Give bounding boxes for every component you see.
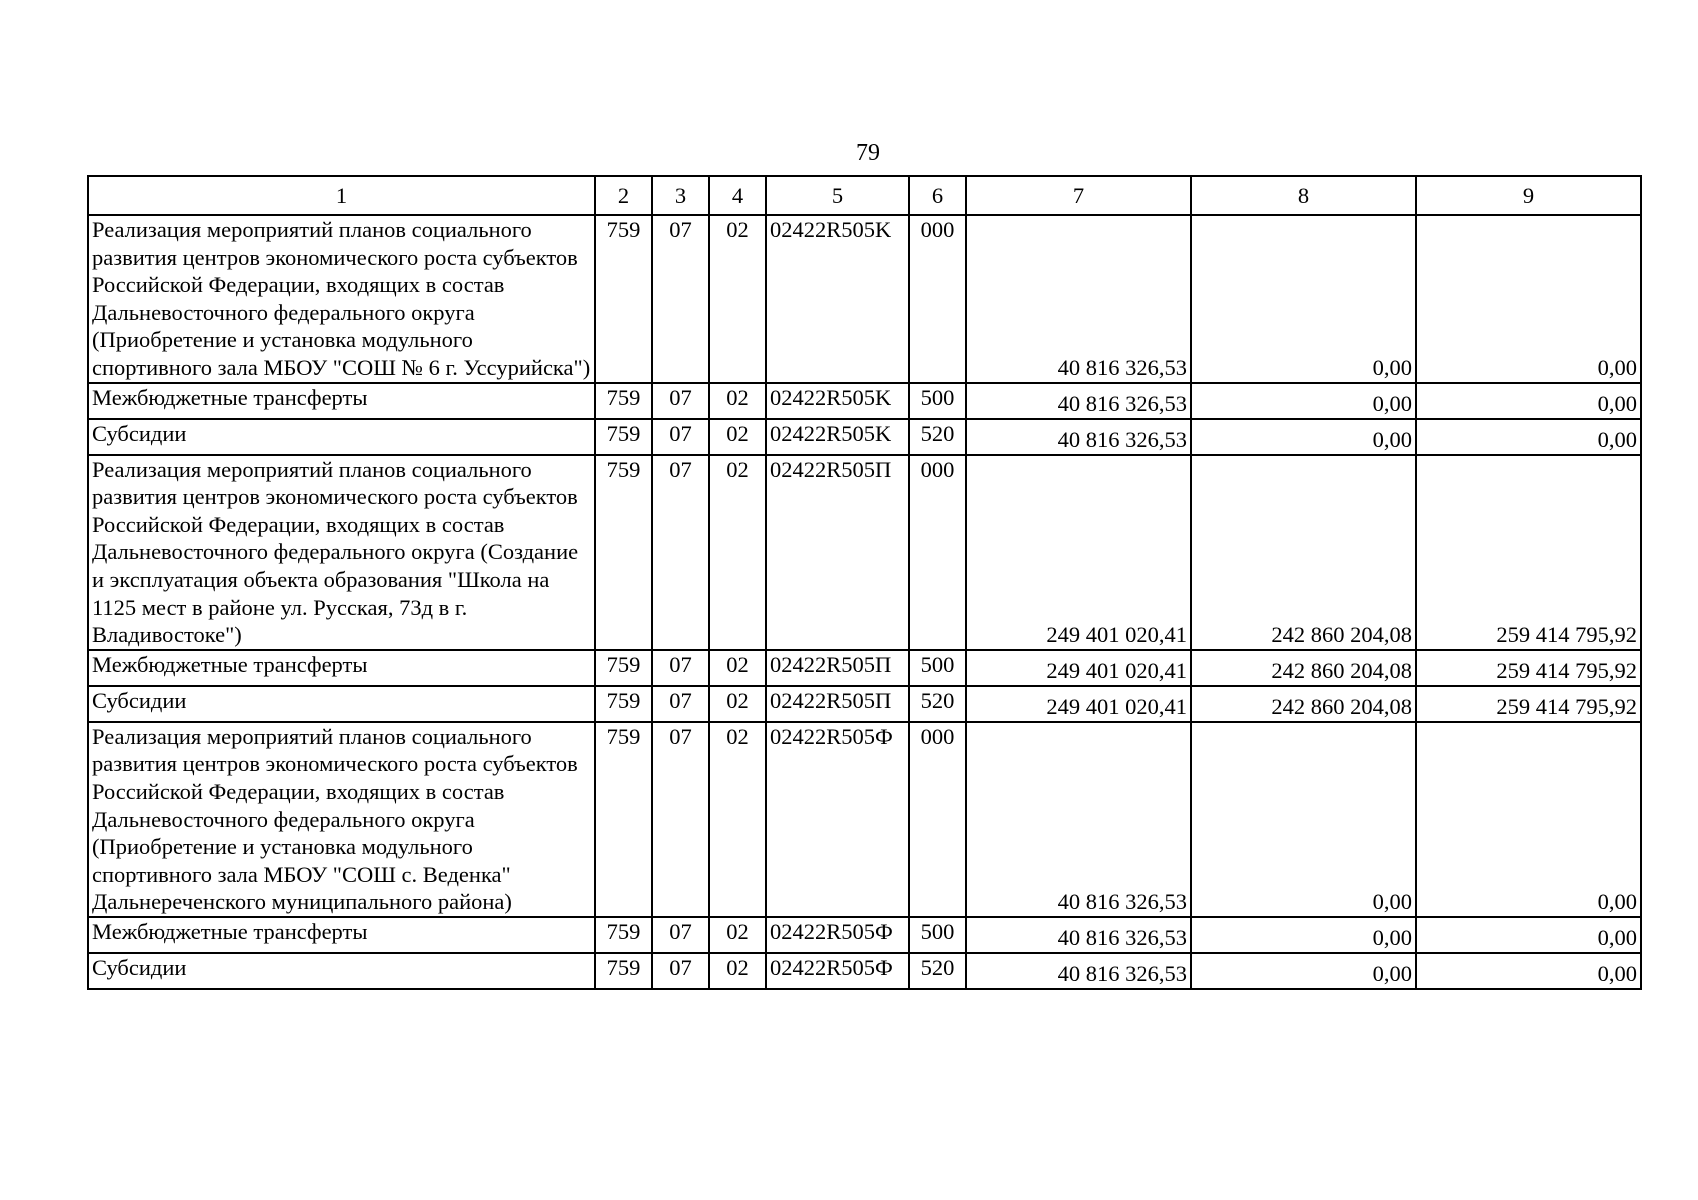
- section-code-cell: 07: [652, 650, 709, 686]
- ministry-code-cell: 759: [595, 419, 652, 455]
- amount-col8-cell: 0,00: [1191, 419, 1416, 455]
- amount-col9-cell: 259 414 795,92: [1416, 455, 1641, 650]
- target-article-cell: 02422R505П: [766, 686, 909, 722]
- page-number: 79: [856, 140, 880, 166]
- table-row: [88, 722, 1641, 917]
- section-code-cell: 07: [652, 419, 709, 455]
- header-cell: 7: [966, 176, 1191, 215]
- header-cell: 1: [88, 176, 595, 215]
- header-cell: 8: [1191, 176, 1416, 215]
- subsection-code-cell: 02: [709, 917, 766, 953]
- target-article-cell: 02422R505K: [766, 215, 909, 383]
- amount-col8-cell: 242 860 204,08: [1191, 650, 1416, 686]
- amount-col9-cell: 0,00: [1416, 419, 1641, 455]
- amount-col9-cell: 259 414 795,92: [1416, 650, 1641, 686]
- header-cell: 4: [709, 176, 766, 215]
- expense-name: Реализация мероприятий планов социального развития центров экономического роста субъектов Российской Федерации, входящих в состав Дальневосточного федерального округа (Приобретение и установка модульного спортивного зала МБОУ "СОШ с. Веденка" Дальнереченского муниципального района): [92, 723, 578, 915]
- amount-col7-cell: 249 401 020,41: [966, 686, 1191, 722]
- subsection-code-cell: 02: [709, 419, 766, 455]
- table-row: [88, 383, 1641, 419]
- expense-name-cell: Субсидии: [88, 686, 595, 722]
- amount-col7-cell: 40 816 326,53: [966, 722, 1191, 917]
- expense-type-cell: 000: [909, 215, 966, 383]
- amount-col7-cell: 40 816 326,53: [966, 953, 1191, 989]
- expense-type-cell: 000: [909, 722, 966, 917]
- header-cell: 2: [595, 176, 652, 215]
- subsection-code-cell: 02: [709, 686, 766, 722]
- ministry-code-cell: 759: [595, 917, 652, 953]
- expense-type-cell: 500: [909, 383, 966, 419]
- subsection-code-cell: 02: [709, 722, 766, 917]
- target-article-cell: 02422R505K: [766, 419, 909, 455]
- ministry-code-cell: 759: [595, 455, 652, 650]
- target-article-cell: 02422R505Ф: [766, 722, 909, 917]
- amount-col9-cell: 0,00: [1416, 917, 1641, 953]
- ministry-code-cell: 759: [595, 215, 652, 383]
- expense-type-cell: 500: [909, 917, 966, 953]
- expense-type-cell: 000: [909, 455, 966, 650]
- expense-name-cell: Субсидии: [88, 419, 595, 455]
- amount-col9-cell: 0,00: [1416, 215, 1641, 383]
- section-code-cell: 07: [652, 215, 709, 383]
- table-row: [88, 686, 1641, 722]
- section-code-cell: 07: [652, 917, 709, 953]
- amount-col7-cell: 40 816 326,53: [966, 383, 1191, 419]
- target-article-cell: 02422R505П: [766, 650, 909, 686]
- ministry-code-cell: 759: [595, 686, 652, 722]
- header-cell: 6: [909, 176, 966, 215]
- amount-col9-cell: 259 414 795,92: [1416, 686, 1641, 722]
- ministry-code-cell: 759: [595, 383, 652, 419]
- amount-col9-cell: 0,00: [1416, 722, 1641, 917]
- expense-name-cell: Межбюджетные трансферты: [88, 383, 595, 419]
- expense-type-cell: 520: [909, 686, 966, 722]
- amount-col8-cell: 0,00: [1191, 953, 1416, 989]
- subsection-code-cell: 02: [709, 215, 766, 383]
- header-cell: 9: [1416, 176, 1641, 215]
- expense-name-cell: Межбюджетные трансферты: [88, 917, 595, 953]
- amount-col7-cell: 249 401 020,41: [966, 650, 1191, 686]
- section-code-cell: 07: [652, 686, 709, 722]
- table-row: [88, 215, 1641, 383]
- expense-type-cell: 520: [909, 953, 966, 989]
- amount-col8-cell: 242 860 204,08: [1191, 686, 1416, 722]
- expense-name-cell: [88, 215, 595, 383]
- subsection-code-cell: 02: [709, 650, 766, 686]
- budget-table: [87, 175, 1642, 990]
- table-row: [88, 650, 1641, 686]
- section-code-cell: 07: [652, 455, 709, 650]
- expense-name-cell: [88, 455, 595, 650]
- expense-name-cell: Межбюджетные трансферты: [88, 650, 595, 686]
- section-code-cell: 07: [652, 953, 709, 989]
- header-row: [88, 176, 1641, 215]
- amount-col7-cell: 40 816 326,53: [966, 917, 1191, 953]
- table-row: [88, 953, 1641, 989]
- amount-col8-cell: 0,00: [1191, 722, 1416, 917]
- expense-type-cell: 500: [909, 650, 966, 686]
- expense-type-cell: 520: [909, 419, 966, 455]
- ministry-code-cell: 759: [595, 722, 652, 917]
- target-article-cell: 02422R505K: [766, 383, 909, 419]
- table-row: [88, 917, 1641, 953]
- target-article-cell: 02422R505Ф: [766, 917, 909, 953]
- amount-col7-cell: 40 816 326,53: [966, 215, 1191, 383]
- amount-col8-cell: 0,00: [1191, 215, 1416, 383]
- section-code-cell: 07: [652, 722, 709, 917]
- amount-col8-cell: 0,00: [1191, 917, 1416, 953]
- expense-name: Реализация мероприятий планов социального развития центров экономического роста субъектов Российской Федерации, входящих в состав Дальневосточного федерального округа (Создание и эксплуатация объекта образования "Школа на 1125 мест в районе ул. Русская, 73д в г. Владивостоке"): [92, 456, 579, 648]
- amount-col7-cell: 40 816 326,53: [966, 419, 1191, 455]
- expense-name-cell: [88, 722, 595, 917]
- amount-col7-cell: 249 401 020,41: [966, 455, 1191, 650]
- expense-name: Реализация мероприятий планов социального развития центров экономического роста субъектов Российской Федерации, входящих в состав Дальневосточного федерального округа (Приобретение и установка модульного спортивного зала МБОУ "СОШ № 6 г. Уссурийска"): [92, 217, 591, 380]
- ministry-code-cell: 759: [595, 953, 652, 989]
- table-row: [88, 455, 1641, 650]
- ministry-code-cell: 759: [595, 650, 652, 686]
- header-cell: 3: [652, 176, 709, 215]
- header-cell: 5: [766, 176, 909, 215]
- table-row: [88, 419, 1641, 455]
- amount-col8-cell: 242 860 204,08: [1191, 455, 1416, 650]
- amount-col9-cell: 0,00: [1416, 383, 1641, 419]
- subsection-code-cell: 02: [709, 455, 766, 650]
- subsection-code-cell: 02: [709, 383, 766, 419]
- expense-name-cell: Субсидии: [88, 953, 595, 989]
- section-code-cell: 07: [652, 383, 709, 419]
- target-article-cell: 02422R505Ф: [766, 953, 909, 989]
- target-article-cell: 02422R505П: [766, 455, 909, 650]
- amount-col8-cell: 0,00: [1191, 383, 1416, 419]
- subsection-code-cell: 02: [709, 953, 766, 989]
- amount-col9-cell: 0,00: [1416, 953, 1641, 989]
